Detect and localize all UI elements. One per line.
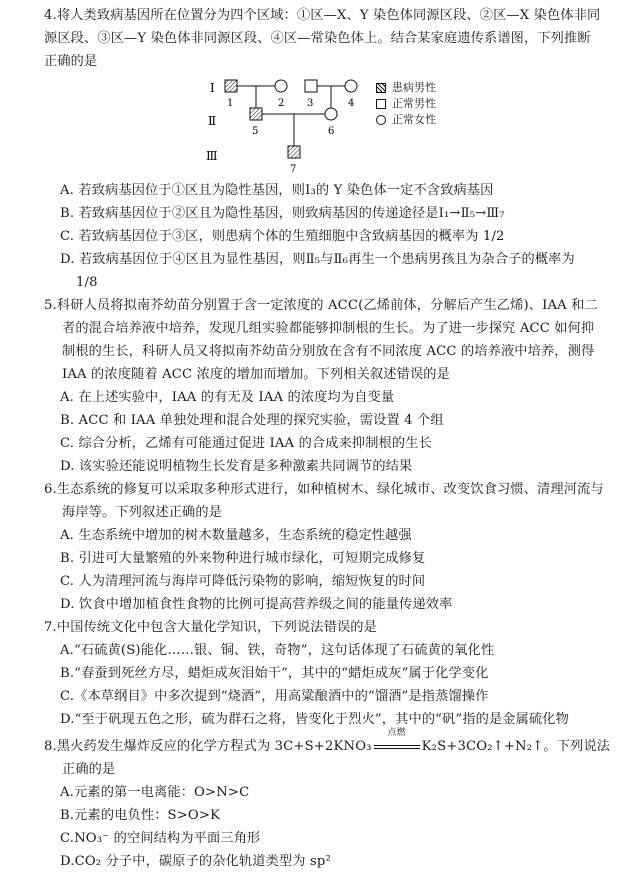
q4-option-d-cont: 1/8 — [76, 275, 98, 290]
legend-affected-male-label: 患病男性 — [392, 81, 436, 94]
label-5: 5 — [252, 126, 259, 137]
q5-stem-line-3: 制根的生长，科研人员又将拟南芥幼苗分别放在含有不同浓度 ACC 的培养液中培养，测得 — [62, 344, 595, 359]
legend-normal-female — [374, 112, 436, 128]
label-7: 7 — [290, 164, 297, 175]
q7-option-a: A.“石硫黄(S)能化……银、铜、铁，奇物”，这句话体现了石硫黄的氧化性 — [60, 643, 495, 658]
gen-label-1: Ⅰ — [210, 81, 215, 95]
individual-1-affected-male — [225, 80, 237, 92]
q5-stem-line-2: 者的混合培养液中培养，发现几组实验都能够抑制根的生长。为了进一步探究 ACC 如何抑 — [62, 321, 595, 336]
q7-option-b: B.“春蚕到死丝方尽，蜡炬成灰泪始干”，其中的“蜡炬成灰”属于化学变化 — [60, 666, 489, 681]
q4-option-d: D. 若致病基因位于④区且为显性基因，则Ⅱ₅与Ⅱ₆再生一个患病男孩且为杂合子的概率为 — [60, 252, 575, 267]
hatched-square-icon — [376, 83, 386, 93]
label-3: 3 — [307, 98, 314, 109]
q6-option-d: D. 饮食中增加植食性食物的比例可提高营养级之间的能量传递效率 — [60, 597, 453, 612]
legend-affected-male — [374, 80, 436, 96]
q4-stem-line-2: 源区段、③区—Y 染色体非同源区段、④区—常染色体上。结合某家庭遗传系谱图，下列推断 — [44, 31, 591, 46]
individual-3-normal-male — [305, 80, 317, 92]
q4-stem-line-1: 4.将人类致病基因所在位置分为四个区域：①区—X、Y 染色体同源区段、②区—X 染色体非同 — [44, 8, 601, 23]
q8-stem-line-2: 正确的是 — [62, 762, 116, 777]
q5-stem-line-1: 5.科研人员将拟南芥幼苗分别置于含一定浓度的 ACC(乙烯前体，分解后产生乙烯)、IAA 和二 — [44, 298, 598, 313]
empty-square-icon — [376, 99, 386, 109]
q8-option-c: C.NO₃⁻ 的空间结构为平面三角形 — [60, 831, 261, 846]
double-line-arrow — [374, 745, 420, 749]
q8-equation-left: 8.黑火药发生爆炸反应的化学方程式为 3C+S+2KNO₃ — [44, 739, 372, 754]
q6-stem-line-2: 海岸等。下列叙述正确的是 — [62, 505, 223, 520]
q4-option-a: A. 若致病基因位于①区且为隐性基因，则Ⅰ₃的 Y 染色体一定不含致病基因 — [60, 183, 494, 198]
q7-stem: 7.中国传统文化中包含大量化学知识，下列说法错误的是 — [44, 620, 377, 635]
q8-stem-line-1 — [44, 728, 611, 755]
q4-option-c: C. 若致病基因位于③区，则患病个体的生殖细胞中含致病基因的概率为 1/2 — [60, 229, 505, 244]
q8-option-b: B.元素的电负性：S>O>K — [60, 808, 221, 823]
q8-option-a: A.元素的第一电离能：O>N>C — [60, 785, 250, 800]
individual-6-normal-female — [325, 108, 337, 120]
q8-reaction-condition: 点燃 — [387, 728, 406, 738]
individual-4-normal-female — [345, 80, 357, 92]
gen-label-3: Ⅲ — [206, 149, 218, 163]
gen-label-2: Ⅱ — [208, 114, 217, 128]
q7-option-d: D.“至于矾现五色之形，硫为群石之将，皆变化于烈火”，其中的“矾”指的是金属硫化物 — [60, 712, 569, 727]
q7-option-c: C.《本草纲目》中多次提到“烧酒”，用高粱酿酒中的“馏酒”是指蒸馏操作 — [60, 689, 489, 704]
q5-option-c: C. 综合分析，乙烯有可能通过促进 IAA 的合成来抑制根的生长 — [60, 436, 432, 451]
q6-option-a: A. 生态系统中增加的树木数量越多，生态系统的稳定性越强 — [60, 528, 412, 543]
q8-option-d: D.CO₂ 分子中，碳原子的杂化轨道类型为 sp² — [60, 854, 331, 869]
q6-option-c: C. 人为清理河流与海岸可降低污染物的影响，缩短恢复的时间 — [60, 574, 426, 589]
legend-normal-male-label: 正常男性 — [392, 97, 436, 110]
label-4: 4 — [348, 98, 355, 109]
q8-equation-right: K₂S+3CO₂↑+N₂↑。下列说法 — [421, 739, 611, 754]
legend-normal-female-label: 正常女性 — [392, 113, 436, 126]
q5-option-d: D. 该实验还能说明植物生长发育是多种激素共同调节的结果 — [60, 459, 413, 474]
q5-option-b: B. ACC 和 IAA 单独处理和混合处理的探究实验，需设置 4 个组 — [60, 413, 444, 428]
q4-option-b: B. 若致病基因位于②区且为隐性基因，则致病基因的传递途径是Ⅰ₁→Ⅱ₅→Ⅲ₇ — [60, 206, 505, 221]
individual-7-affected-male — [288, 146, 300, 158]
label-2: 2 — [278, 98, 285, 109]
legend-normal-male — [374, 96, 436, 112]
q6-stem-line-1: 6.生态系统的修复可以采取多种形式进行，如种植树木、绿化城市、改变饮食习惯、清理河流与 — [44, 482, 604, 497]
q6-option-b: B. 引进可大量繁殖的外来物种进行城市绿化，可短期完成修复 — [60, 551, 426, 566]
q8-reaction-arrow — [372, 728, 422, 755]
individual-2-normal-female — [275, 80, 287, 92]
label-1: 1 — [227, 98, 234, 109]
q4-stem-line-3: 正确的是 — [44, 54, 98, 69]
q5-option-a: A. 在上述实验中，IAA 的有无及 IAA 的浓度均为自变量 — [60, 390, 395, 405]
q5-stem-line-4: IAA 的浓度随着 ACC 浓度的增加而增加。下列相关叙述错误的是 — [62, 367, 450, 382]
empty-circle-icon — [376, 115, 386, 125]
individual-5-affected-male — [250, 108, 262, 120]
label-6: 6 — [328, 126, 335, 137]
pedigree-legend — [374, 80, 436, 128]
